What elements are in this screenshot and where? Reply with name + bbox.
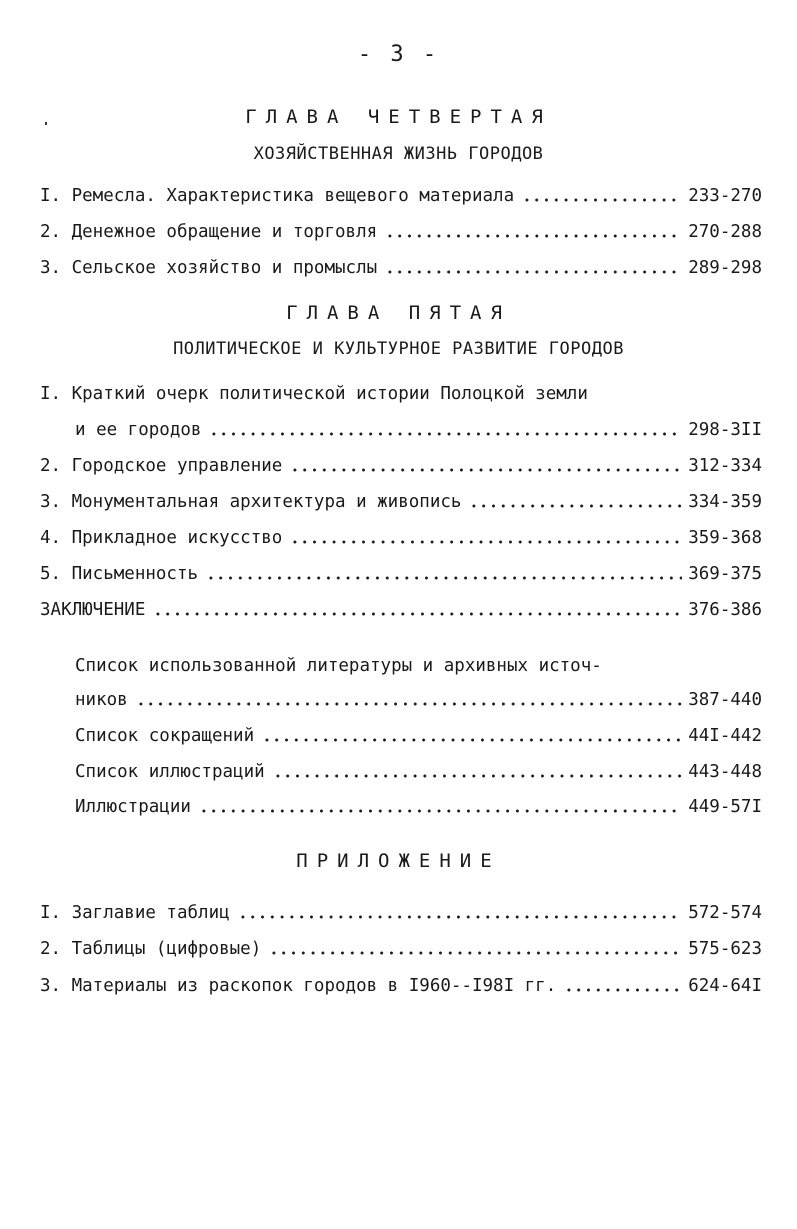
toc-entry-label: 3. Сельское хозяйство и промыслы	[40, 258, 378, 278]
chapter4-subtitle: ХОЗЯЙСТВЕННАЯ ЖИЗНЬ ГОРОДОВ	[253, 144, 544, 164]
page-number: - 3 -	[357, 42, 440, 67]
toc-entry	[40, 976, 762, 1002]
toc-entry	[75, 726, 762, 752]
dot-leader	[206, 572, 682, 584]
toc-entry-label: 2. Таблицы (цифровые)	[40, 939, 262, 959]
dot-leader	[262, 734, 682, 746]
dot-leader	[469, 500, 682, 512]
toc-entry-pages: 387-440	[688, 690, 762, 710]
toc-entry	[40, 939, 762, 965]
toc-entry-label: 4. Прикладное искусство	[40, 528, 283, 548]
toc-entry	[75, 762, 762, 788]
toc-entry	[40, 903, 762, 929]
chapter5-subtitle: ПОЛИТИЧЕСКОЕ И КУЛЬТУРНОЕ РАЗВИТИЕ ГОРОДОВ	[173, 339, 624, 359]
toc-entry-label: 2. Денежное обращение и торговля	[40, 222, 378, 242]
toc-entry-pages: 575-623	[688, 939, 762, 959]
toc-entry-pages: 624-64I	[688, 976, 762, 996]
toc-entry-label: Список иллюстраций	[75, 762, 265, 782]
toc-entry-pages: 359-368	[688, 528, 762, 548]
toc-entry-pages: 572-574	[688, 903, 762, 923]
toc-entry-label-line1: I. Краткий очерк политической истории Полоцкой земли	[40, 384, 588, 404]
toc-entry-pages: 334-359	[688, 492, 762, 512]
dot-leader	[564, 984, 682, 996]
dot-leader	[385, 230, 682, 242]
toc-entry	[40, 492, 762, 518]
toc-entry-pages: 298-3II	[688, 420, 762, 440]
toc-entry-pages: 369-375	[688, 564, 762, 584]
toc-entry	[40, 258, 762, 284]
toc-entry-conclusion	[40, 600, 762, 626]
toc-entry-label: I. Заглавие таблиц	[40, 903, 230, 923]
toc-entry-label: I. Ремесла. Характеристика вещевого материала	[40, 186, 515, 206]
toc-entry	[40, 564, 762, 590]
toc-entry-pages: 312-334	[688, 456, 762, 476]
toc-entry-label: 3. Монументальная архитектура и живопись	[40, 492, 462, 512]
dot-leader	[273, 770, 683, 782]
toc-entry	[40, 186, 762, 212]
toc-entry-label: и ее городов	[75, 420, 202, 440]
dot-leader	[136, 698, 683, 710]
toc-entry-label: ЗАКЛЮЧЕНИЕ	[40, 600, 146, 620]
toc-entry	[75, 797, 762, 823]
toc-entry-pages: 270-288	[688, 222, 762, 242]
toc-entry-pages: 44I-442	[688, 726, 762, 746]
toc-entry-label: 5. Письменность	[40, 564, 199, 584]
dot-leader	[269, 947, 682, 959]
toc-entry-pages: 233-270	[688, 186, 762, 206]
toc-entry-label-line1: Список использованной литературы и архивных источ-	[75, 656, 602, 676]
dot-leader	[238, 911, 683, 923]
toc-entry-pages: 443-448	[688, 762, 762, 782]
toc-entry	[40, 222, 762, 248]
dot-leader	[153, 608, 682, 620]
toc-entry	[75, 690, 762, 716]
appendix-title: ПРИЛОЖЕНИЕ	[296, 850, 501, 872]
dot-leader	[209, 428, 682, 440]
toc-entry-label: ников	[75, 690, 128, 710]
dot-leader	[290, 464, 682, 476]
toc-entry	[40, 528, 762, 554]
dot-leader	[385, 266, 682, 278]
chapter4-title: ГЛАВА ЧЕТВЕРТАЯ	[245, 106, 552, 128]
toc-entry-pages: 376-386	[688, 600, 762, 620]
toc-entry	[75, 420, 762, 446]
chapter5-title: ГЛАВА ПЯТАЯ	[286, 302, 511, 324]
toc-entry-label: Иллюстрации	[75, 797, 191, 817]
toc-entry-label: 2. Городское управление	[40, 456, 283, 476]
dot-leader	[522, 194, 682, 206]
toc-entry	[40, 456, 762, 482]
toc-entry-label: Список сокращений	[75, 726, 255, 746]
toc-entry-pages: 449-57I	[688, 797, 762, 817]
toc-entry-label: 3. Материалы из раскопок городов в I960--I98I гг.	[40, 976, 557, 996]
toc-entry-pages: 289-298	[688, 258, 762, 278]
dot-leader	[199, 805, 682, 817]
dot-leader	[290, 536, 682, 548]
